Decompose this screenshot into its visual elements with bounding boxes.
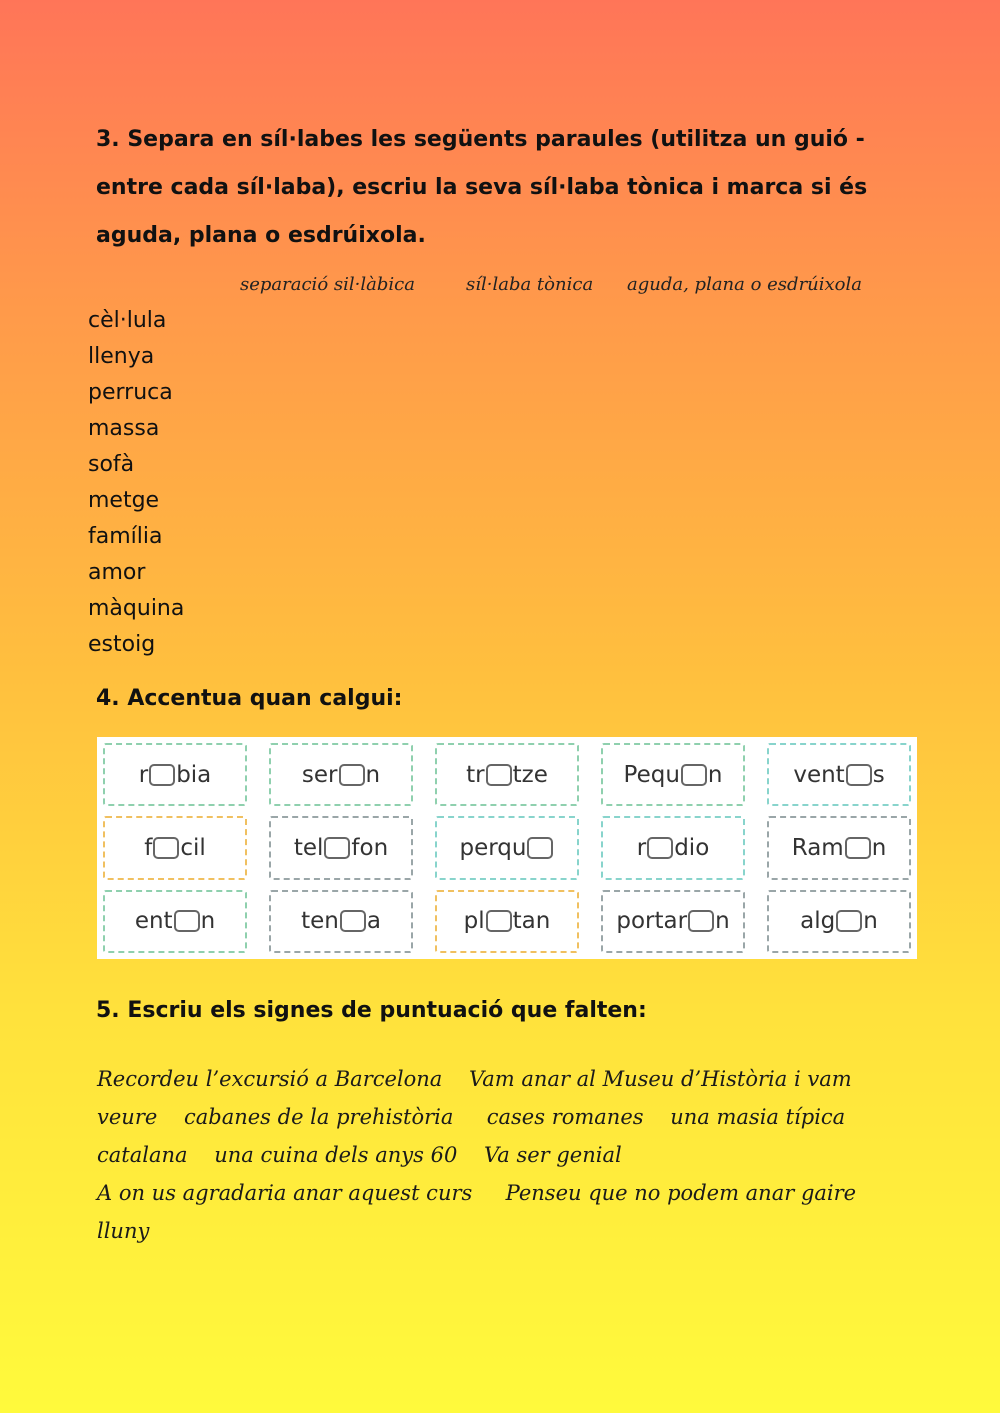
accent-blank-input[interactable] — [174, 910, 200, 932]
accent-tile — [601, 816, 745, 879]
accent-tile — [435, 743, 579, 806]
tile-text-after: s — [872, 761, 885, 788]
tile-text-after: n — [365, 761, 381, 788]
passage-line: lluny — [97, 1219, 150, 1243]
word-item: amor — [88, 560, 146, 585]
tile-text-before: f — [144, 834, 153, 861]
tile-text-before: ser — [301, 761, 338, 788]
accent-tiles-grid — [97, 737, 917, 959]
tile-text-after: tan — [512, 908, 551, 935]
accent-tile — [767, 816, 911, 879]
accent-blank-input[interactable] — [339, 764, 365, 786]
accent-tile — [103, 816, 247, 879]
accent-blank-input[interactable] — [681, 764, 707, 786]
tile-text-after: fon — [351, 834, 389, 861]
tile-text-after: n — [707, 761, 723, 788]
word-item: sofà — [88, 452, 135, 477]
tile-text-before: Pequ — [623, 761, 680, 788]
tile-text-after: dio — [674, 834, 710, 861]
accent-blank-input[interactable] — [688, 910, 714, 932]
passage-line: catalana una cuina dels anys 60 Va ser genial — [97, 1143, 622, 1167]
passage-line: Recordeu l’excursió a Barcelona Vam anar al Museu d’Història i vam — [97, 1067, 852, 1091]
accent-blank-input[interactable] — [527, 837, 553, 859]
accent-blank-input[interactable] — [845, 837, 871, 859]
accent-blank-input[interactable] — [846, 764, 872, 786]
accent-blank-input[interactable] — [836, 910, 862, 932]
punctuation-passage — [97, 1060, 897, 1250]
tile-text-before: Ram — [791, 834, 844, 861]
passage-line: veure cabanes de la prehistòria cases romanes una masia típica — [97, 1105, 846, 1129]
accent-blank-input[interactable] — [324, 837, 350, 859]
tile-text-before: ent — [134, 908, 173, 935]
word-item: massa — [88, 416, 160, 441]
accent-blank-input[interactable] — [647, 837, 673, 859]
tile-text-before: ten — [301, 908, 339, 935]
accent-tile — [269, 743, 413, 806]
word-item: família — [88, 524, 163, 549]
passage-line: A on us agradaria anar aquest curs Penseu que no podem anar gaire — [97, 1181, 857, 1205]
accent-tile — [767, 890, 911, 953]
word-item: perruca — [88, 380, 173, 405]
accent-blank-input[interactable] — [486, 910, 512, 932]
tile-text-before: pl — [463, 908, 485, 935]
tile-text-after: a — [366, 908, 381, 935]
tile-text-after: n — [863, 908, 878, 935]
word-item: estoig — [88, 632, 156, 657]
accent-blank-input[interactable] — [149, 764, 175, 786]
accent-blank-input[interactable] — [486, 764, 512, 786]
accent-tile — [269, 890, 413, 953]
word-item: llenya — [88, 344, 155, 369]
tile-text-after: tze — [512, 761, 548, 788]
accent-tile — [435, 890, 579, 953]
tile-text-after: n — [715, 908, 730, 935]
accent-tile — [103, 743, 247, 806]
word-item: màquina — [88, 596, 185, 621]
word-item: cèl·lula — [88, 308, 167, 333]
accent-tile — [435, 816, 579, 879]
tile-text-before: perqu — [459, 834, 527, 861]
accent-blank-input[interactable] — [340, 910, 366, 932]
accent-blank-input[interactable] — [153, 837, 179, 859]
tile-text-before: portar — [616, 908, 688, 935]
accent-tile — [103, 890, 247, 953]
tile-text-before: tr — [466, 761, 485, 788]
tile-text-after: cil — [180, 834, 206, 861]
tile-text-after: n — [871, 834, 887, 861]
q5-title: 5. Escriu els signes de puntuació que falten: — [96, 998, 647, 1023]
tile-text-before: r — [636, 834, 647, 861]
q3-title: 3. Separa en síl·labes les següents paraules (utilitza un guió - entre cada síl·laba), escriu la seva síl·laba tònica i marca si és aguda, plana o esdrúixola. — [96, 127, 868, 248]
q4-title: 4. Accentua quan calgui: — [96, 686, 403, 711]
word-item: metge — [88, 488, 160, 513]
accent-tile — [269, 816, 413, 879]
accent-tile — [601, 743, 745, 806]
col-header-stressed-syllable: síl·laba tònica — [466, 274, 594, 295]
accent-tile — [767, 743, 911, 806]
tile-text-after: bia — [176, 761, 212, 788]
word-list — [88, 303, 184, 663]
accent-tile — [601, 890, 745, 953]
tile-text-before: r — [138, 761, 149, 788]
col-header-syllable-split: separació sil·làbica — [240, 274, 415, 295]
tile-text-before: tel — [293, 834, 324, 861]
tile-text-before: vent — [793, 761, 845, 788]
tile-text-before: alg — [800, 908, 836, 935]
col-header-word-type: aguda, plana o esdrúixola — [627, 274, 863, 295]
tile-text-after: n — [200, 908, 216, 935]
